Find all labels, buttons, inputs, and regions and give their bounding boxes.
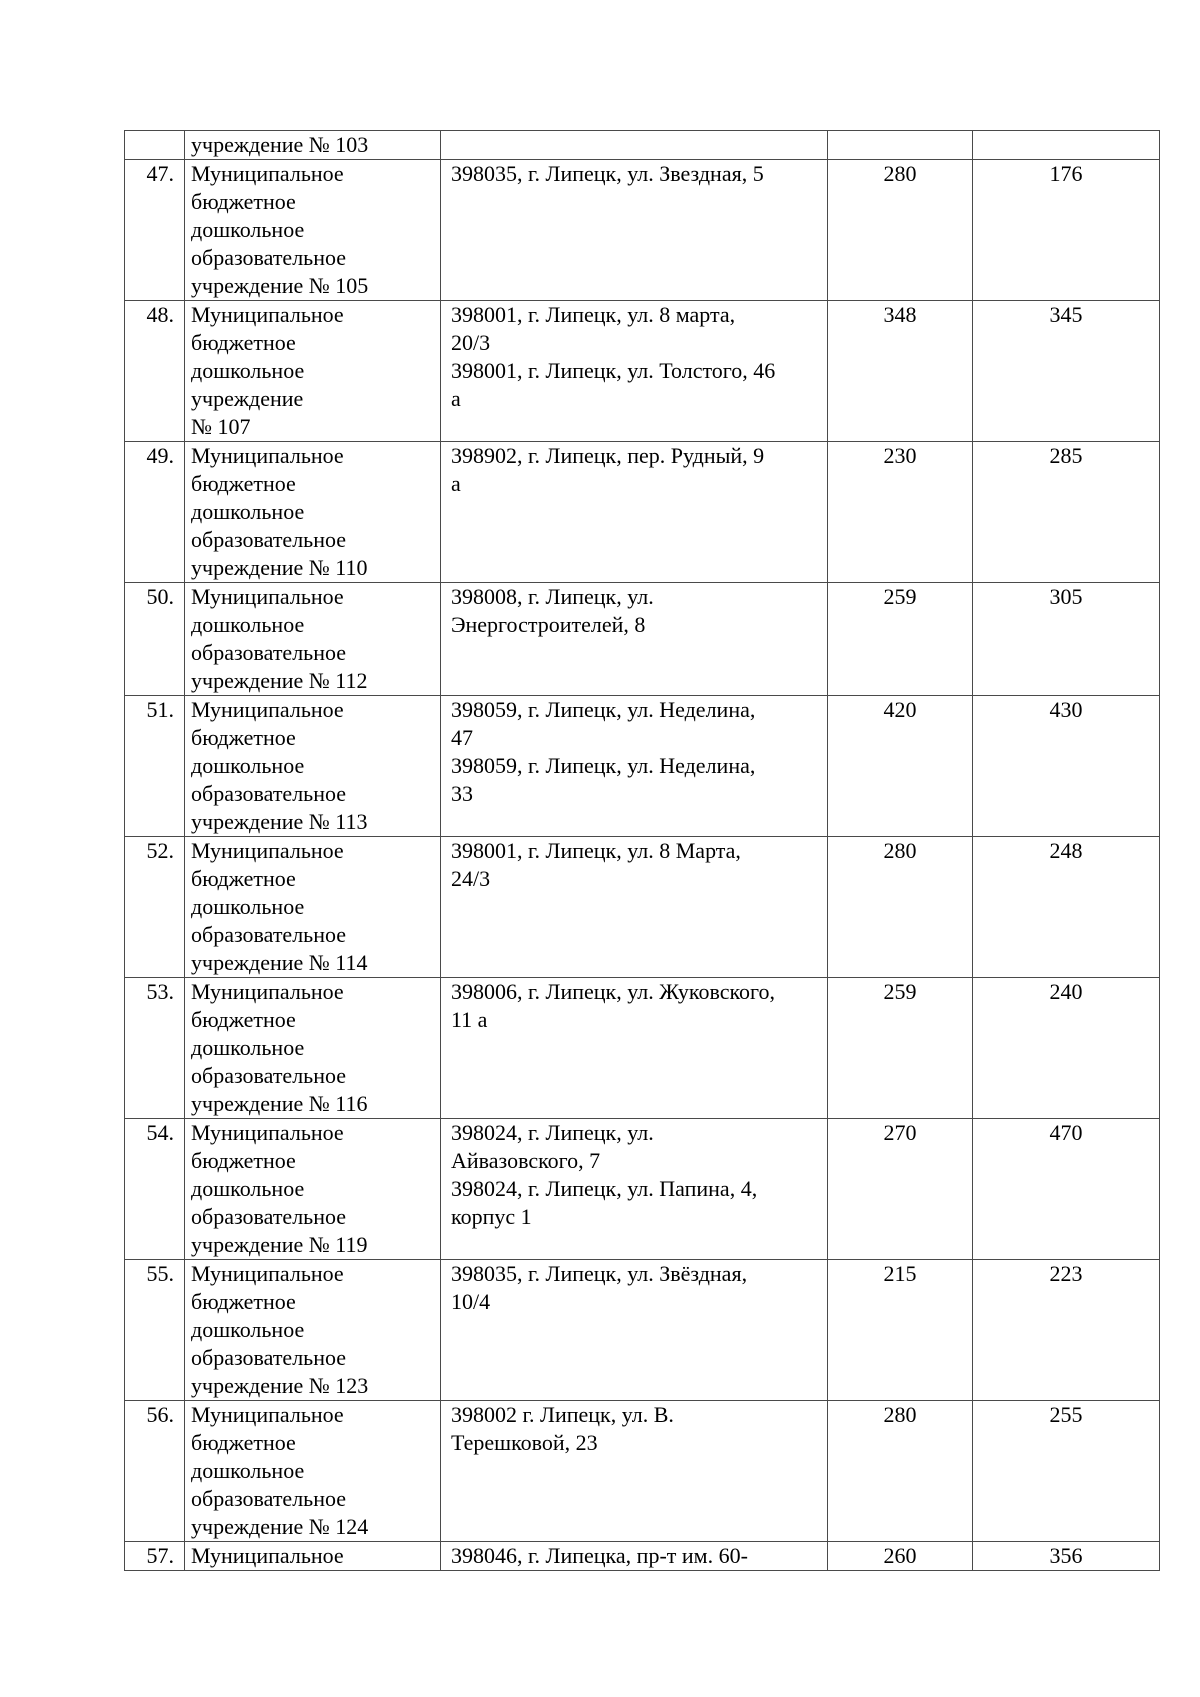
table-row	[125, 696, 1160, 837]
capacity-value: 280	[828, 837, 973, 978]
institution-name: Муниципальное бюджетное дошкольное образовательное учреждение № 124	[185, 1401, 441, 1542]
capacity-value: 420	[828, 696, 973, 837]
institution-name: Муниципальное бюджетное дошкольное образовательное учреждение № 123	[185, 1260, 441, 1401]
table-row	[125, 583, 1160, 696]
table-row	[125, 160, 1160, 301]
row-number: 52.	[125, 837, 185, 978]
capacity-value	[828, 131, 973, 160]
institution-address: 398001, г. Липецк, ул. 8 марта, 20/3 398001, г. Липецк, ул. Толстого, 46 а	[441, 301, 828, 442]
institution-address: 398024, г. Липецк, ул. Айвазовского, 7 398024, г. Липецк, ул. Папина, 4, корпус 1	[441, 1119, 828, 1260]
institution-address: 398046, г. Липецка, пр-т им. 60-	[441, 1542, 828, 1571]
table-body	[125, 131, 1160, 1571]
institution-name: Муниципальное бюджетное дошкольное учреждение № 107	[185, 301, 441, 442]
table-row	[125, 131, 1160, 160]
institution-address: 398035, г. Липецк, ул. Звездная, 5	[441, 160, 828, 301]
institution-address: 398001, г. Липецк, ул. 8 Марта, 24/3	[441, 837, 828, 978]
capacity-value: 280	[828, 1401, 973, 1542]
table-row	[125, 1260, 1160, 1401]
row-number: 47.	[125, 160, 185, 301]
row-number: 51.	[125, 696, 185, 837]
institution-name: Муниципальное бюджетное дошкольное образовательное учреждение № 114	[185, 837, 441, 978]
institution-name: Муниципальное	[185, 1542, 441, 1571]
actual-value: 176	[973, 160, 1160, 301]
institution-name: Муниципальное бюджетное дошкольное образовательное учреждение № 105	[185, 160, 441, 301]
institution-name: учреждение № 103	[185, 131, 441, 160]
capacity-value: 260	[828, 1542, 973, 1571]
row-number: 57.	[125, 1542, 185, 1571]
institution-address: 398008, г. Липецк, ул. Энергостроителей, 8	[441, 583, 828, 696]
table-row	[125, 1542, 1160, 1571]
capacity-value: 280	[828, 160, 973, 301]
institution-name: Муниципальное бюджетное дошкольное образовательное учреждение № 110	[185, 442, 441, 583]
table-row	[125, 442, 1160, 583]
table-row	[125, 837, 1160, 978]
row-number: 50.	[125, 583, 185, 696]
capacity-value: 215	[828, 1260, 973, 1401]
table-row	[125, 1119, 1160, 1260]
actual-value: 223	[973, 1260, 1160, 1401]
actual-value: 356	[973, 1542, 1160, 1571]
capacity-value: 348	[828, 301, 973, 442]
row-number: 56.	[125, 1401, 185, 1542]
institution-address: 398035, г. Липецк, ул. Звёздная, 10/4	[441, 1260, 828, 1401]
actual-value: 255	[973, 1401, 1160, 1542]
row-number: 49.	[125, 442, 185, 583]
institution-name: Муниципальное бюджетное дошкольное образовательное учреждение № 113	[185, 696, 441, 837]
table-row	[125, 978, 1160, 1119]
row-number: 54.	[125, 1119, 185, 1260]
institution-name: Муниципальное дошкольное образовательное учреждение № 112	[185, 583, 441, 696]
institution-address: 398902, г. Липецк, пер. Рудный, 9 а	[441, 442, 828, 583]
institution-name: Муниципальное бюджетное дошкольное образовательное учреждение № 116	[185, 978, 441, 1119]
institution-address	[441, 131, 828, 160]
institutions-table	[124, 130, 1160, 1571]
row-number: 48.	[125, 301, 185, 442]
actual-value: 305	[973, 583, 1160, 696]
actual-value: 430	[973, 696, 1160, 837]
institution-name: Муниципальное бюджетное дошкольное образовательное учреждение № 119	[185, 1119, 441, 1260]
actual-value	[973, 131, 1160, 160]
actual-value: 345	[973, 301, 1160, 442]
actual-value: 285	[973, 442, 1160, 583]
capacity-value: 259	[828, 978, 973, 1119]
institution-address: 398059, г. Липецк, ул. Неделина, 47 398059, г. Липецк, ул. Неделина, 33	[441, 696, 828, 837]
row-number: 55.	[125, 1260, 185, 1401]
institution-address: 398002 г. Липецк, ул. В. Терешковой, 23	[441, 1401, 828, 1542]
table-row	[125, 301, 1160, 442]
actual-value: 470	[973, 1119, 1160, 1260]
capacity-value: 270	[828, 1119, 973, 1260]
row-number	[125, 131, 185, 160]
capacity-value: 230	[828, 442, 973, 583]
actual-value: 240	[973, 978, 1160, 1119]
capacity-value: 259	[828, 583, 973, 696]
row-number: 53.	[125, 978, 185, 1119]
table-row	[125, 1401, 1160, 1542]
institution-address: 398006, г. Липецк, ул. Жуковского, 11 а	[441, 978, 828, 1119]
actual-value: 248	[973, 837, 1160, 978]
